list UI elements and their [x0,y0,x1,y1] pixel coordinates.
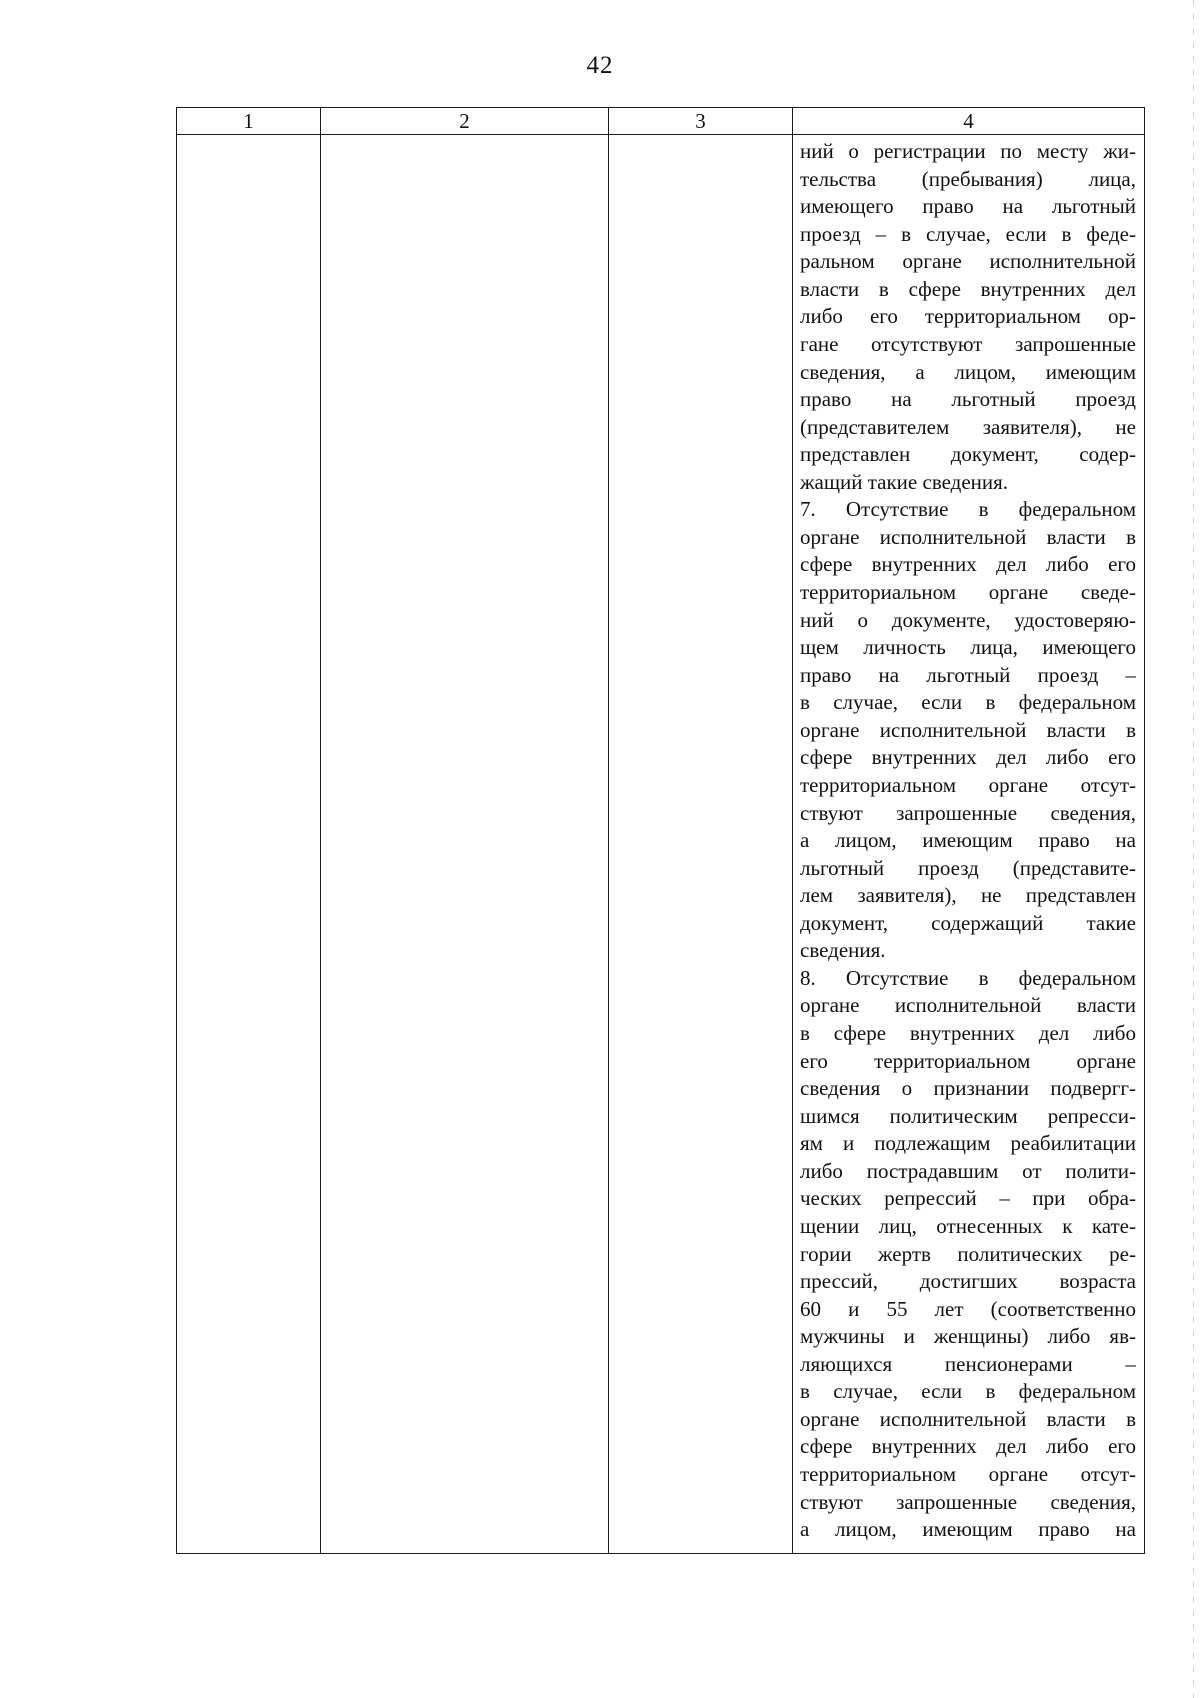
text-line: его территориальном органе [800,1048,1136,1073]
column-header-2: 2 [321,108,609,135]
text-line: сфере внутренних дел либо его [800,552,1136,577]
text-line: имеющего право на льготный [800,194,1136,219]
text-line: власти в сфере внутренних дел [800,276,1136,301]
text-line: 7. Отсутствие в федеральном [800,497,1136,522]
text-line: жащий такие сведения. [800,469,1009,494]
text-line: 60 и 55 лет (соответственно [800,1296,1136,1321]
text-line: ческих репрессий – при обра- [800,1186,1136,1211]
text-line: щем личность лица, имеющего [800,635,1136,660]
text-line: в сфере внутренних дел либо [800,1021,1136,1045]
document-table [176,107,1145,1554]
table-row [177,135,1145,1554]
text-line: право на льготный проезд [800,387,1136,412]
text-line: сведения о признании подвергг- [800,1076,1136,1101]
text-line: представлен документ, содер- [800,442,1136,467]
text-line: (представителем заявителя), не [800,414,1136,439]
scan-edge-artifact [1193,0,1194,1698]
text-line: ний о документе, удостоверяю- [800,607,1136,632]
page-number: 42 [586,52,614,79]
text-line: ральном органе исполнительной [800,249,1136,274]
text-line: 8. Отсутствие в федеральном [800,965,1136,990]
text-line: щении лиц, отнесенных к кате- [800,1213,1136,1238]
text-line: территориальном органе сведе- [800,580,1136,604]
column-4-text [800,138,1136,1544]
text-line: органе исполнительной власти в [800,717,1136,742]
text-line: сведения. [800,938,886,963]
table-header-row [177,108,1145,135]
text-line: мужчины и женщины) либо яв- [800,1324,1136,1349]
text-line: органе исполнительной власти в [800,1406,1136,1431]
text-line: гане отсутствуют запрошенные [800,331,1136,356]
text-line: лем заявителя), не представлен [800,883,1136,908]
text-line: а лицом, имеющим право на [800,1517,1136,1542]
cell-column-3 [609,135,793,1554]
text-line: либо пострадавшим от полити- [800,1158,1136,1183]
text-line: гории жертв политических ре- [800,1241,1136,1266]
text-line: проезд – в случае, если в феде- [800,221,1136,246]
text-line: сфере внутренних дел либо его [800,1434,1136,1459]
column-header-1: 1 [177,108,321,135]
text-line: территориальном органе отсут- [800,1462,1136,1486]
text-line: документ, содержащий такие [800,910,1136,935]
text-line: а лицом, имеющим право на [800,828,1136,853]
text-line: ствуют запрошенные сведения, [800,1489,1136,1514]
text-line: сведения, а лицом, имеющим [800,359,1136,384]
text-line: прессий, достигших возраста [800,1269,1136,1294]
text-line: тельства (пребывания) лица, [800,166,1136,191]
text-line: органе исполнительной власти [800,993,1136,1018]
text-line: ний о регистрации по месту жи- [800,139,1136,163]
column-header-4: 4 [793,108,1145,135]
text-line: сфере внутренних дел либо его [800,745,1136,770]
text-line: в случае, если в федеральном [800,690,1136,715]
text-line: ям и подлежащим реабилитации [800,1131,1136,1156]
text-line: право на льготный проезд – [800,662,1136,687]
text-line: ляющихся пенсионерами – [800,1351,1136,1376]
text-line: шимся политическим репресси- [800,1103,1136,1128]
text-line: в случае, если в федеральном [800,1379,1136,1404]
text-line: либо его территориальном ор- [800,304,1136,329]
text-line: территориальном органе отсут- [800,772,1136,797]
text-line: ствуют запрошенные сведения, [800,800,1136,825]
column-header-3: 3 [609,108,793,135]
cell-column-2 [321,135,609,1554]
text-line: льготный проезд (представите- [800,855,1136,880]
cell-column-4 [793,135,1145,1554]
text-line: органе исполнительной власти в [800,524,1136,549]
cell-column-1 [177,135,321,1554]
